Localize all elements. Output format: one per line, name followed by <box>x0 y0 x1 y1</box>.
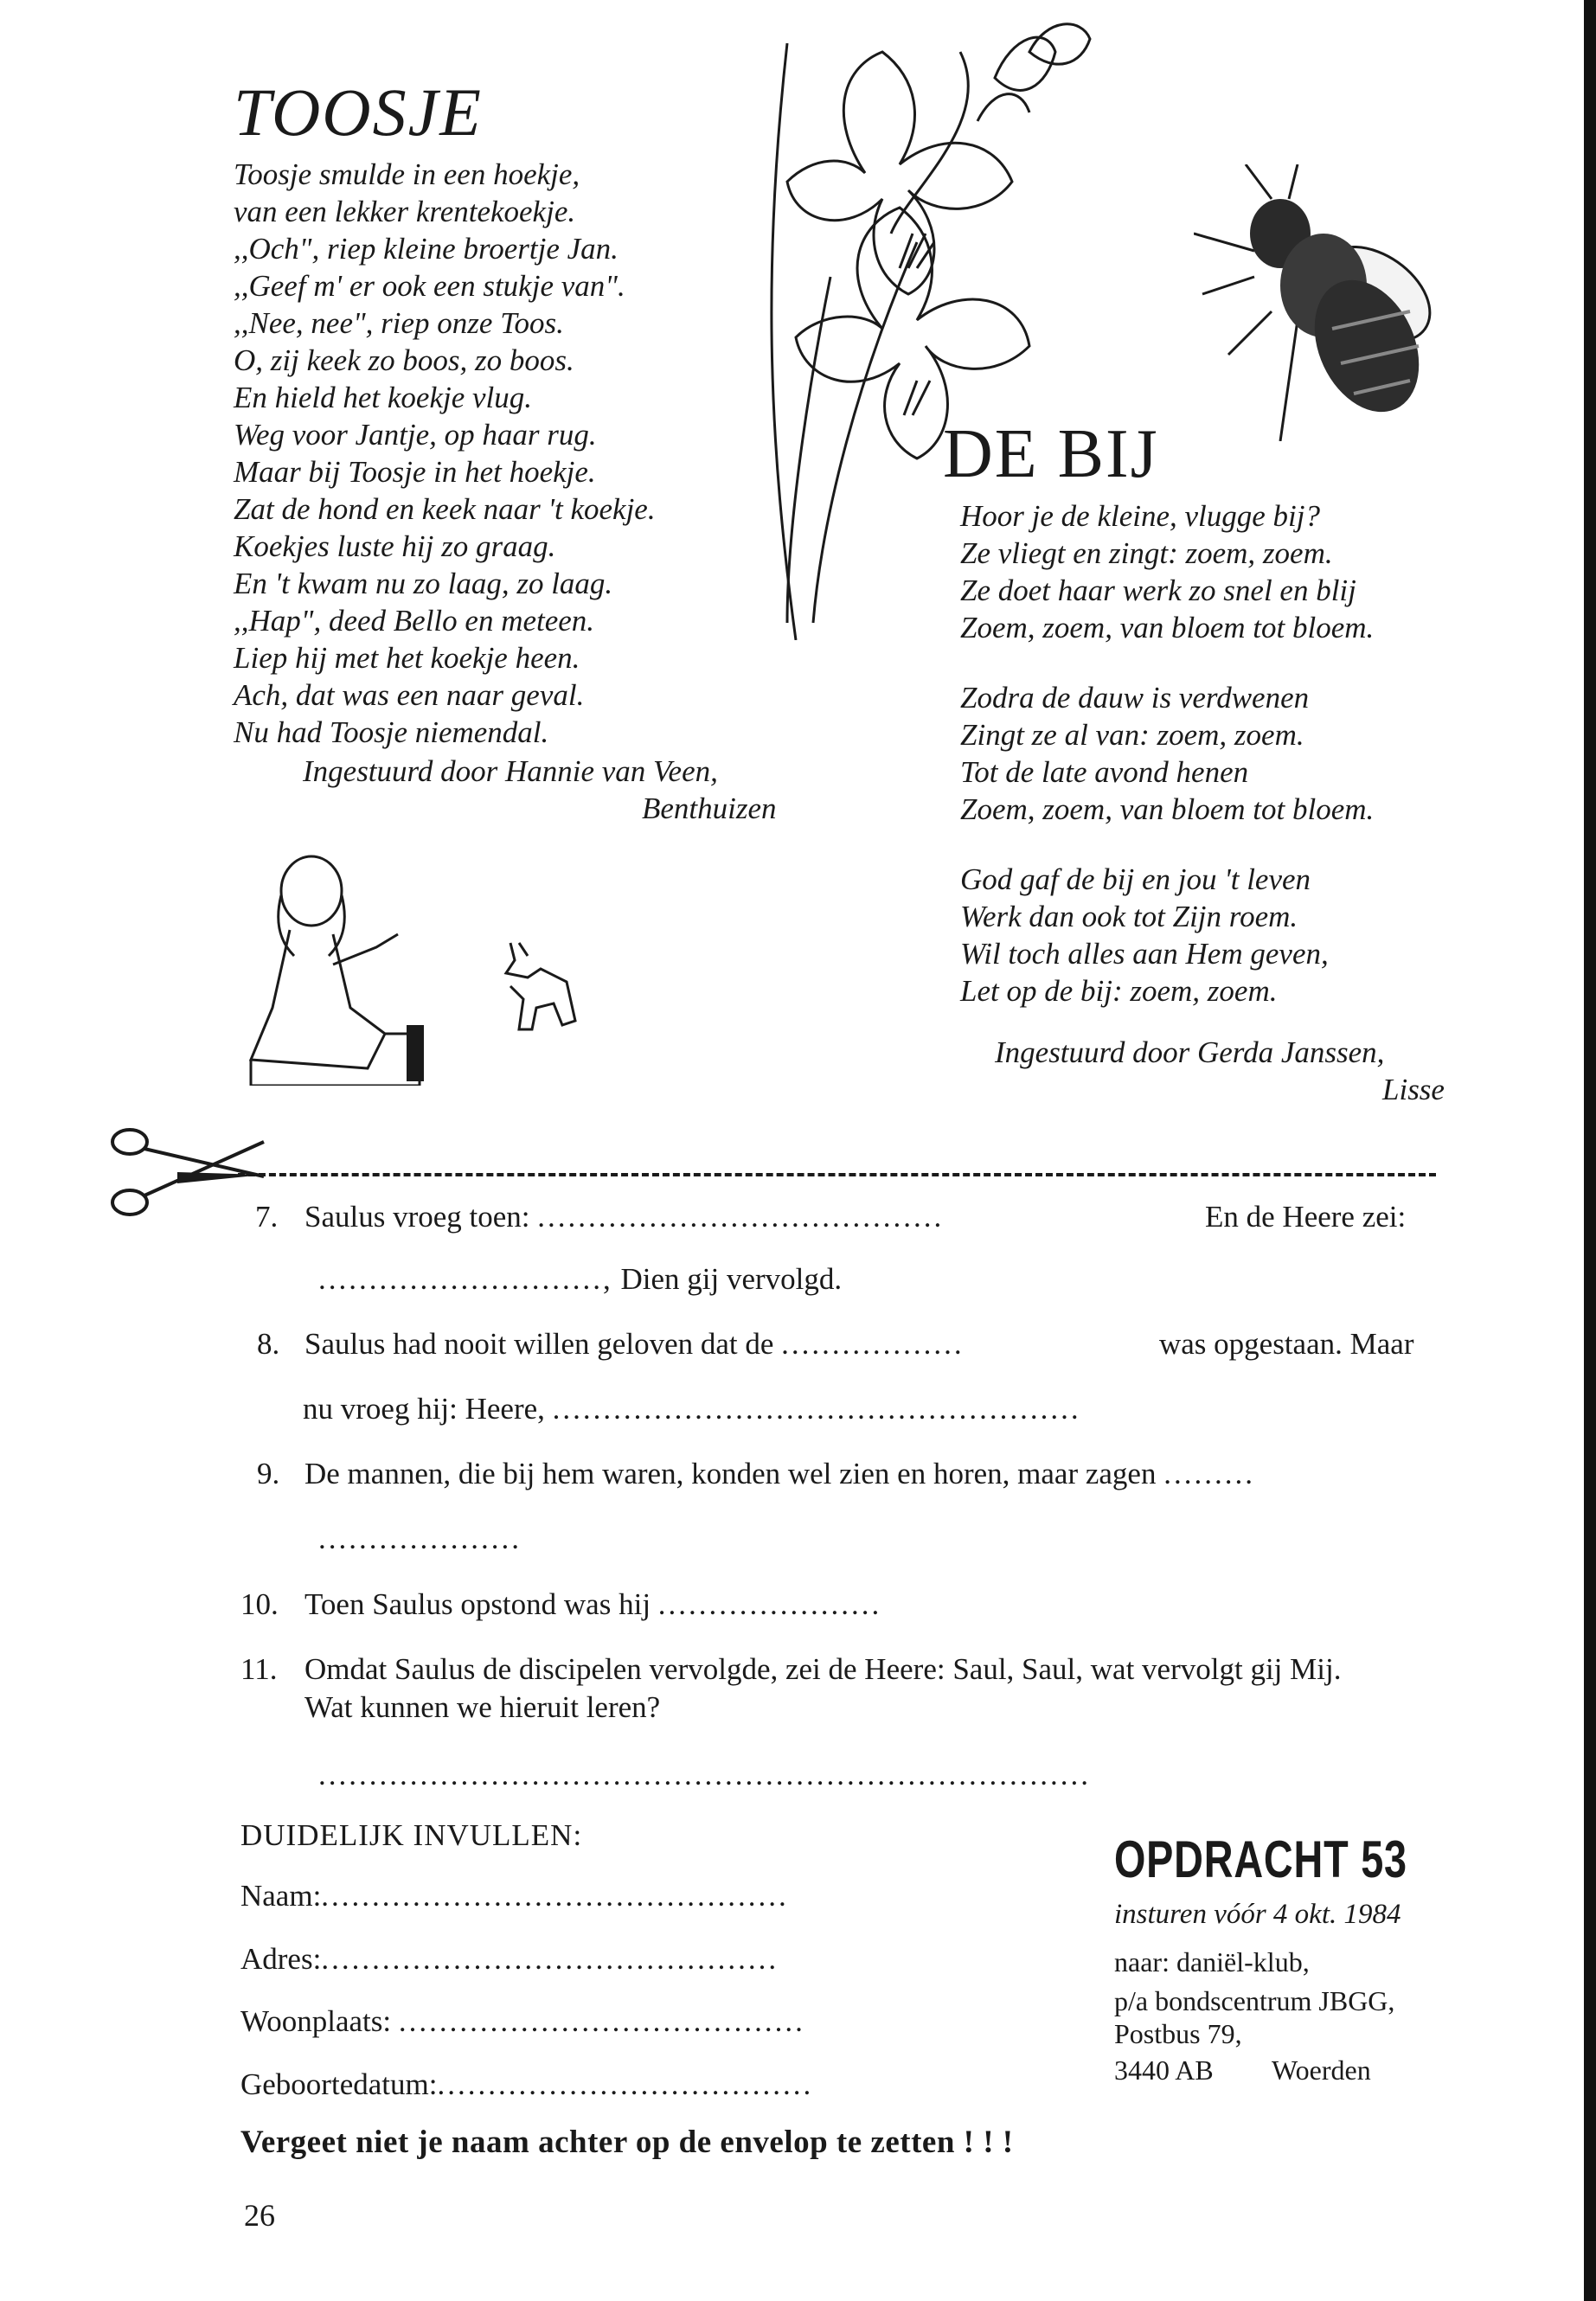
toosje-line: Weg voor Jantje, op haar rug. <box>234 418 597 452</box>
form-woonplaats-field[interactable]: Woonplaats: ........................................ <box>240 2004 805 2038</box>
toosje-line: van een lekker krentekoekje. <box>234 195 576 228</box>
toosje-line: O, zij keek zo boos, zo boos. <box>234 343 574 377</box>
opdracht-title: OPDRACHT 53 <box>1114 1830 1407 1888</box>
toosje-line: Maar bij Toosje in het hoekje. <box>234 455 596 489</box>
toosje-line: Nu had Toosje niemendal. <box>234 715 549 749</box>
toosje-line: Ach, dat was een naar geval. <box>234 678 585 712</box>
de-bij-stanza-1 <box>960 497 1374 646</box>
opdracht-postcode: 3440 AB <box>1114 2054 1214 2086</box>
question-8-text: Saulus had nooit willen geloven dat de .................. <box>304 1327 965 1361</box>
question-7-text: Saulus vroeg toen: ........................................ <box>304 1200 945 1234</box>
de-bij-line: Ze doet haar werk zo snel en blij <box>960 574 1356 607</box>
form-geboortedatum-field[interactable]: Geboortedatum:..................................... <box>240 2067 814 2101</box>
de-bij-line: Zoem, zoem, van bloem tot bloem. <box>960 792 1375 826</box>
scissors-icon <box>108 1125 272 1220</box>
toosje-line: ,,Geef m' er ook een stukje van". <box>234 269 625 303</box>
toosje-line: Toosje smulde in een hoekje, <box>234 157 580 191</box>
toosje-line: En hield het koekje vlug. <box>234 381 532 414</box>
question-10-number: 10. <box>240 1587 279 1621</box>
question-11-text-line2: Wat kunnen we hieruit leren? <box>304 1690 661 1724</box>
bee-illustration <box>1194 164 1453 441</box>
toosje-line: Koekjes luste hij zo graag. <box>234 529 556 563</box>
girl-sitting-illustration <box>247 852 437 1086</box>
de-bij-line: Zoem, zoem, van bloem tot bloem. <box>960 611 1375 644</box>
toosje-line: Liep hij met het koekje heen. <box>234 641 580 675</box>
page-edge-border <box>1584 0 1596 2301</box>
toosje-title: TOOSJE <box>234 74 483 150</box>
de-bij-line: Zodra de dauw is verdwenen <box>960 681 1310 715</box>
cut-line <box>238 1173 1436 1176</box>
toosje-line: En 't kwam nu zo laag, zo laag. <box>234 567 613 600</box>
question-8-answer-line[interactable]: nu vroeg hij: Heere, .................................................... <box>303 1392 1081 1426</box>
de-bij-credit-name: Ingestuurd door Gerda Janssen, <box>995 1035 1385 1069</box>
opdracht-postbus: Postbus 79, <box>1114 2018 1242 2049</box>
de-bij-credit-place: Lisse <box>1382 1073 1445 1106</box>
de-bij-line: Let op de bij: zoem, zoem. <box>960 974 1278 1008</box>
toosje-line: ,,Nee, nee", riep onze Toos. <box>234 306 564 340</box>
toosje-line: Zat de hond en keek naar 't koekje. <box>234 492 656 526</box>
question-9-text: De mannen, die bij hem waren, konden wel zien en horen, maar zagen ......... <box>304 1457 1255 1490</box>
form-heading: DUIDELIJK INVULLEN: <box>240 1818 583 1852</box>
de-bij-line: Tot de late avond henen <box>960 755 1249 789</box>
envelope-reminder: Vergeet niet je naam achter op de envelop te zetten ! ! ! <box>240 2125 1014 2160</box>
de-bij-line: Hoor je de kleine, vlugge bij? <box>960 499 1320 533</box>
toosje-poem <box>234 156 656 751</box>
de-bij-line: Zingt ze al van: zoem, zoem. <box>960 718 1304 752</box>
de-bij-stanza-3 <box>960 861 1329 1009</box>
de-bij-stanza-2 <box>960 679 1374 828</box>
form-adres-field[interactable]: Adres:............................................. <box>240 1942 779 1976</box>
toosje-line: ,,Hap", deed Bello en meteen. <box>234 604 595 638</box>
question-7-end: En de Heere zei: <box>1205 1200 1407 1234</box>
question-11-answer-line[interactable]: ............................................................................ <box>318 1758 1091 1791</box>
de-bij-line: God gaf de bij en jou 't leven <box>960 862 1311 896</box>
de-bij-line: Wil toch alles aan Hem geven, <box>960 937 1329 971</box>
page-number: 26 <box>244 2198 275 2233</box>
toosje-credit-place: Benthuizen <box>642 792 777 825</box>
toosje-line: ,,Och", riep kleine broertje Jan. <box>234 232 619 266</box>
dog-illustration <box>493 934 588 1038</box>
question-11-text: Omdat Saulus de discipelen vervolgde, zei de Heere: Saul, Saul, wat vervolgt gij Mij. <box>304 1652 1342 1686</box>
question-9-number: 9. <box>257 1457 280 1490</box>
form-naam-field[interactable]: Naam:.............................................. <box>240 1879 789 1913</box>
de-bij-title: DE BIJ <box>943 416 1159 492</box>
question-8-number: 8. <box>257 1327 280 1361</box>
de-bij-line: Werk dan ook tot Zijn roem. <box>960 900 1298 933</box>
question-10-text: Toen Saulus opstond was hij ...................... <box>304 1587 882 1621</box>
opdracht-pa: p/a bondscentrum JBGG, <box>1114 1985 1395 2016</box>
toosje-credit-name: Ingestuurd door Hannie van Veen, <box>303 754 718 788</box>
opdracht-city: Woerden <box>1272 2054 1371 2086</box>
de-bij-line: Ze vliegt en zingt: zoem, zoem. <box>960 536 1333 570</box>
question-7-number: 7. <box>255 1200 279 1234</box>
question-9-answer-line[interactable]: .................... <box>318 1522 522 1555</box>
question-8-end: was opgestaan. Maar <box>1159 1327 1414 1361</box>
question-11-number: 11. <box>240 1652 278 1686</box>
opdracht-deadline: insturen vóór 4 okt. 1984 <box>1114 1899 1401 1930</box>
opdracht-naar: naar: daniël-klub, <box>1114 1946 1310 1977</box>
question-7-answer-line[interactable]: ............................, Dien gij vervolgd. <box>318 1262 843 1296</box>
